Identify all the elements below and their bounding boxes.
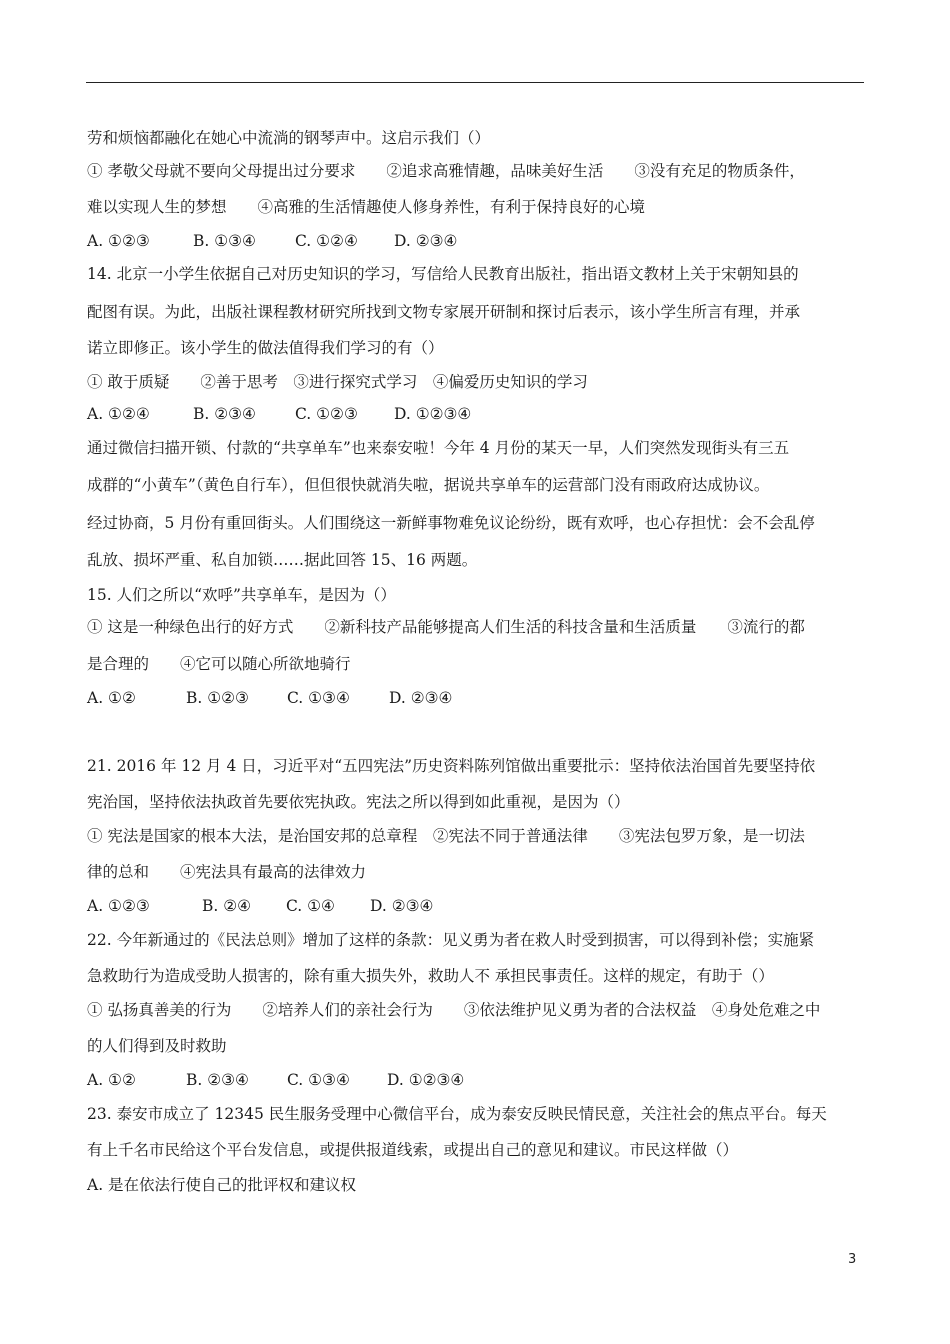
text-line: ① 宪法是国家的根本大法，是治国安邦的总章程 ②宪法不同于普通法律 ③宪法包罗万象，是一切法 [87, 827, 805, 845]
option-d: D. ①②③④ [387, 1071, 465, 1089]
passage-text: 通过微信扫描开锁、付款的“共享单车”也来泰安啦！今年 4 月份的某天一早，人们突然发现街头有三五 [87, 439, 790, 457]
text-line: 劳和烦恼都融化在她心中流淌的钢琴声中。这启示我们（） [87, 129, 491, 147]
option-c: C. ①③④ [287, 689, 350, 707]
option-d: D. ②③④ [394, 232, 458, 250]
text-line: A. 是在依法行使自己的批评权和建议权 [87, 1176, 357, 1194]
text-line: 有上千名市民给这个平台发信息，或提供报道线索，或提出自己的意见和建议。市民这样做（） [87, 1141, 739, 1159]
option-c: C. ①②④ [295, 232, 358, 250]
question-15: 15. 人们之所以“欢呼”共享单车，是因为（） [87, 586, 396, 604]
option-b: B. ②③④ [186, 1071, 249, 1089]
option-d: D. ②③④ [370, 897, 434, 915]
text-line: 难以实现人生的梦想 ④高雅的生活情趣使人修身养性，有利于保持良好的心境 [87, 198, 646, 216]
option-b: B. ②③④ [193, 405, 256, 423]
passage-text: 乱放、损坏严重、私自加锁……据此回答 15、16 两题。 [87, 551, 478, 569]
text-line: 配图有误。为此，出版社课程教材研究所找到文物专家展开研制和探讨后表示，该小学生所言有理，并承 [87, 303, 801, 321]
option-a: A. ①②③ [87, 232, 150, 250]
passage-text: 经过协商，5 月份有重回街头。人们围绕这一新鲜事物难免议论纷纷，既有欢呼，也心存担忧：会不会乱停 [87, 514, 815, 532]
option-a: A. ①② [87, 689, 136, 707]
text-line: ① 弘扬真善美的行为 ②培养人们的亲社会行为 ③依法维护见义勇为者的合法权益 ④身处危难之中 [87, 1001, 821, 1019]
option-a: A. ①②③ [87, 897, 150, 915]
option-b: B. ①②③ [186, 689, 249, 707]
option-a: A. ①②④ [87, 405, 150, 423]
text-line: ① 孝敬父母就不要向父母提出过分要求 ②追求高雅情趣，品味美好生活 ③没有充足的物质条件， [87, 162, 805, 180]
option-b: B. ①③④ [193, 232, 256, 250]
question-23: 23. 泰安市成立了 12345 民生服务受理中心微信平台，成为泰安反映民情民意，关注社会的焦点平台。每天 [87, 1105, 827, 1123]
option-c: C. ①②③ [295, 405, 358, 423]
page-number: 3 [848, 1252, 857, 1267]
text-line: 宪治国，坚持依法执政首先要依宪执政。宪法之所以得到如此重视，是因为（） [87, 793, 630, 811]
option-c: C. ①④ [286, 897, 335, 915]
option-d: D. ②③④ [389, 689, 453, 707]
text-line: 诺立即修正。该小学生的做法值得我们学习的有（） [87, 339, 444, 357]
option-c: C. ①③④ [287, 1071, 350, 1089]
question-14: 14. 北京一小学生依据自己对历史知识的学习，写信给人民教育出版社，指出语文教材上关于宋朝知县的 [87, 265, 799, 283]
text-line: ① 敢于质疑 ②善于思考 ③进行探究式学习 ④偏爱历史知识的学习 [87, 373, 588, 391]
text-line: 急救助行为造成受助人损害的，除有重大损失外，救助人不 承担民事责任。这样的规定，有助于（） [87, 967, 774, 985]
option-a: A. ①② [87, 1071, 136, 1089]
header-rule [86, 82, 864, 83]
text-line: 是合理的 ④它可以随心所欲地骑行 [87, 655, 351, 673]
text-line: ① 这是一种绿色出行的好方式 ②新科技产品能够提高人们生活的科技含量和生活质量 ③流行的都 [87, 618, 805, 636]
option-d: D. ①②③④ [394, 405, 472, 423]
question-22: 22. 今年新通过的《民法总则》增加了这样的条款：见义勇为者在救人时受到损害，可以得到补偿；实施紧 [87, 931, 815, 949]
text-line: 的人们得到及时救助 [87, 1037, 227, 1055]
text-line: 律的总和 ④宪法具有最高的法律效力 [87, 863, 367, 881]
question-21: 21. 2016 年 12 月 4 日，习近平对“五四宪法”历史资料陈列馆做出重要批示：坚持依法治国首先要坚持依 [87, 757, 816, 775]
option-b: B. ②④ [202, 897, 252, 915]
passage-text: 成群的“小黄车”（黄色自行车），但但很快就消失啦，据说共享单车的运营部门没有雨政府达成协议。 [87, 476, 770, 494]
